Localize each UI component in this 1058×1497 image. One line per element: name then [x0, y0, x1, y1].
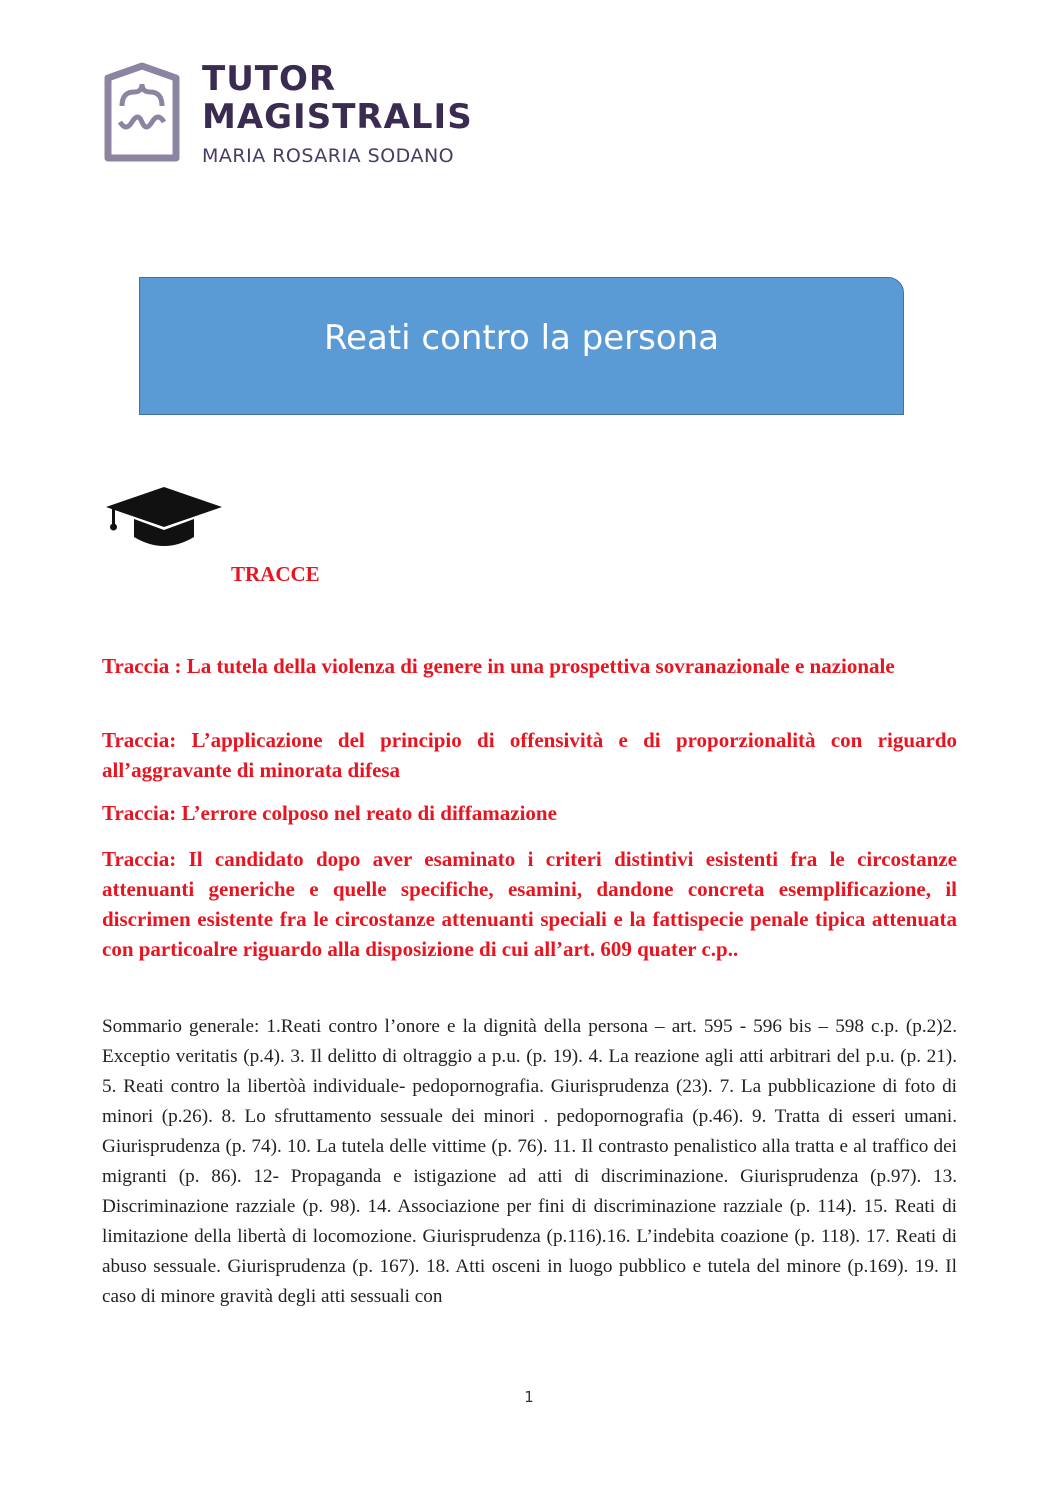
traccia-item: Traccia: L’applicazione del principio di offensività e di proporzionalità con riguardo all’aggravante di minorata difesa — [102, 728, 957, 782]
title-box — [139, 277, 904, 415]
traccia-item: Traccia: L’errore colposo nel reato di diffamazione — [102, 801, 557, 825]
section-heading: TRACCE — [231, 562, 320, 586]
page-number: 1 — [524, 1388, 534, 1406]
brand-name-line2: MAGISTRALIS — [202, 97, 473, 137]
shield-icon — [100, 62, 184, 164]
logo — [100, 59, 500, 167]
summary-paragraph: Sommario generale: 1.Reati contro l’onore e la dignità della persona – art. 595 - 596 bis – 598 c.p. (p.2)2. Exceptio veritatis (p.4). 3. Il delitto di oltraggio a p.u. (p. 19). 4. La reazione agli atti arbitrari del p.u. (p. 21). 5. Reati contro la libertòà individuale- pedopornografia. Giurisprudenza (23). 7. La pubblicazione di foto di minori (p.26). 8. Lo sfruttamento sessuale dei minori . pedopornografia (p.46). 9. Tratta di esseri umani. Giurisprudenza (p. 74). 10. La tutela delle vittime (p. 76). 11. Il contrasto penalistico alla tratta e al traffico dei migranti (p. 86). 12- Propaganda e istigazione ad atti di discriminazione. Giurisprudenza (p.97). 13. Discriminazione razziale (p. 98). 14. Associazione per fini di discriminazione razziale (p. 114). 15. Reati di limitazione della libertà di locomozione. Giurisprudenza (p.116).16. L’indebita coazione (p. 118). 17. Reati di abuso sessuale. Giurisprudenza (p. 167). 18. Atti osceni in luogo pubblico e tutela del minore (p.169). 19. Il caso di minore gravità degli atti sessuali con — [102, 1016, 957, 1307]
graduation-cap-icon — [104, 485, 224, 551]
brand-name-line1: TUTOR — [202, 59, 337, 99]
traccia-item: Traccia: Il candidato dopo aver esaminato i criteri distintivi esistenti fra le circostanze attenuanti generiche e quelle specifiche, esamini, dandone concreta esemplificazione, il discrimen esistente fra le circostanze attenuanti speciali e la fattispecie penale tipica attenuata con particoalre riguardo alla disposizione di cui all’art. 609 quater c.p.. — [102, 847, 957, 961]
traccia-item: Traccia : La tutela della violenza di genere in una prospettiva sovranazionale e nazionale — [102, 654, 895, 678]
brand-author: MARIA ROSARIA SODANO — [202, 145, 455, 167]
document-title: Reati contro la persona — [323, 318, 720, 358]
